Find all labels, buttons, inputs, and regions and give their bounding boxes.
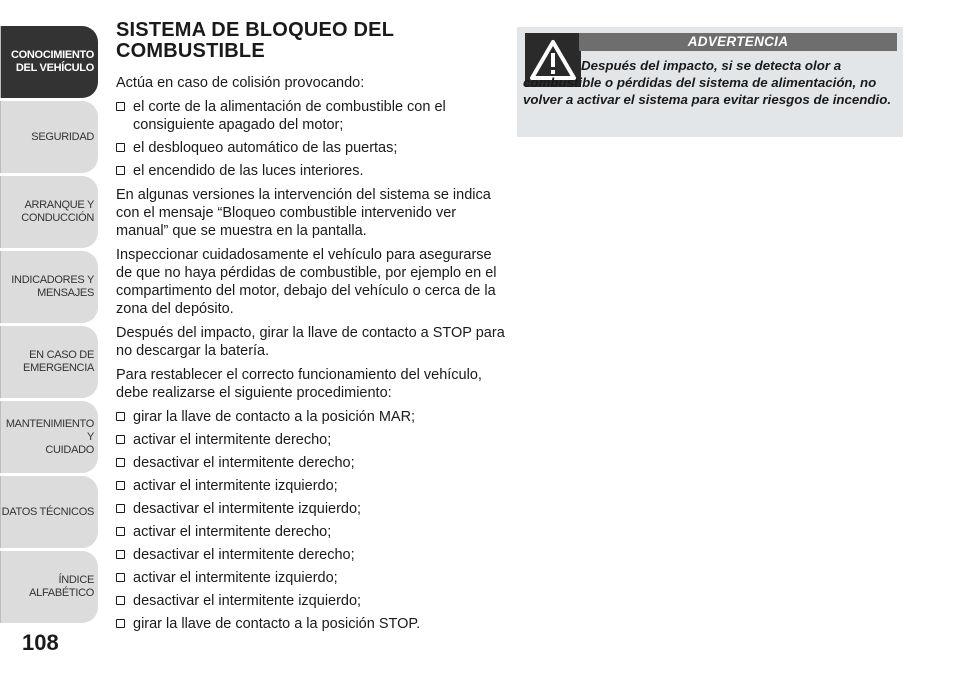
checkbox-bullet-icon — [116, 412, 125, 421]
list-item-text: activar el intermitente izquierdo; — [133, 478, 338, 494]
list-item-text: girar la llave de contacto a la posición STOP. — [133, 616, 421, 632]
intro-paragraph: Actúa en caso de colisión provocando: — [116, 75, 365, 91]
chapter-sidebar — [0, 0, 100, 678]
tab-seguridad[interactable] — [0, 101, 98, 173]
tab-label: ÍNDICE ALFABÉTICO — [29, 574, 94, 599]
list-item-text: desactivar el intermitente izquierdo; — [133, 593, 362, 609]
checkbox-bullet-icon — [116, 143, 125, 152]
page-number: 108 — [22, 630, 59, 655]
list-item — [116, 569, 506, 587]
list-item — [116, 408, 506, 426]
main-content — [116, 20, 506, 639]
tab-label: EN CASO DE EMERGENCIA — [23, 349, 94, 374]
list-item-text: el encendido de las luces interiores. — [133, 163, 364, 179]
list-item — [116, 162, 506, 180]
section-title: SISTEMA DE BLOQUEO DEL COMBUSTIBLE — [116, 19, 394, 62]
list-item — [116, 139, 506, 157]
checkbox-bullet-icon — [116, 504, 125, 513]
after-impact-paragraph: Después del impacto, girar la llave de contacto a STOP para no descargar la batería. — [116, 325, 505, 359]
list-item — [116, 592, 506, 610]
restore-paragraph: Para restablecer el correcto funcionamiento del vehículo, debe realizarse el siguiente procedimiento: — [116, 367, 482, 401]
list-item-text: el corte de la alimentación de combustible con el consiguiente apagado del motor; — [133, 99, 446, 133]
list-item — [116, 523, 506, 541]
tab-label: INDICADORES Y MENSAJES — [11, 274, 94, 299]
tab-label: SEGURIDAD — [31, 130, 94, 143]
tab-label: CONOCIMIENTO DEL VEHÍCULO — [11, 49, 94, 74]
list-item — [116, 477, 506, 495]
list-item-text: desactivar el intermitente derecho; — [133, 547, 355, 563]
checkbox-bullet-icon — [116, 458, 125, 467]
checkbox-bullet-icon — [116, 573, 125, 582]
warning-text: Después del impacto, si se detecta olor a combustible o pérdidas del sistema de alimentación, no volver a activar el sistema para evitar riesgos de incendio. — [523, 58, 892, 107]
list-item-text: girar la llave de contacto a la posición MAR; — [133, 409, 416, 425]
tab-conocimiento-del-vehiculo[interactable] — [0, 26, 98, 98]
list-item — [116, 500, 506, 518]
tab-indicadores-y-mensajes[interactable] — [0, 251, 98, 323]
effects-list — [116, 98, 506, 180]
list-item — [116, 546, 506, 564]
list-item — [116, 98, 506, 134]
checkbox-bullet-icon — [116, 596, 125, 605]
tab-label: ARRANQUE Y CONDUCCIÓN — [21, 199, 94, 224]
list-item-text: activar el intermitente derecho; — [133, 524, 332, 540]
tab-datos-tecnicos[interactable] — [0, 476, 98, 548]
list-item-text: el desbloqueo automático de las puertas; — [133, 140, 398, 156]
checkbox-bullet-icon — [116, 619, 125, 628]
list-item — [116, 454, 506, 472]
checkbox-bullet-icon — [116, 527, 125, 536]
checkbox-bullet-icon — [116, 435, 125, 444]
procedure-steps-list — [116, 408, 506, 633]
tab-en-caso-de-emergencia[interactable] — [0, 326, 98, 398]
tab-indice-alfabetico[interactable] — [0, 551, 98, 623]
list-item — [116, 431, 506, 449]
list-item-text: desactivar el intermitente izquierdo; — [133, 501, 362, 517]
tab-arranque-y-conduccion[interactable] — [0, 176, 98, 248]
checkbox-bullet-icon — [116, 481, 125, 490]
checkbox-bullet-icon — [116, 102, 125, 111]
tab-label: MANTENIMIENTO Y CUIDADO — [5, 417, 94, 456]
versions-paragraph: En algunas versiones la intervención del sistema se indica con el mensaje “Bloqueo combustible intervenido ver manual” que se muestra en la pantalla. — [116, 187, 491, 239]
checkbox-bullet-icon — [116, 550, 125, 559]
list-item — [116, 615, 506, 633]
list-item-text: activar el intermitente izquierdo; — [133, 570, 338, 586]
warning-header: ADVERTENCIA — [579, 33, 897, 51]
checkbox-bullet-icon — [116, 166, 125, 175]
list-item-text: activar el intermitente derecho; — [133, 432, 332, 448]
inspect-paragraph: Inspeccionar cuidadosamente el vehículo para asegurarse de que no haya pérdidas de combustible, por ejemplo en el compartimento del motor, debajo del vehículo o cerca de la zona del depósito. — [116, 247, 497, 317]
warning-box — [517, 27, 903, 137]
tab-mantenimiento-y-cuidado[interactable] — [0, 401, 98, 473]
tab-label: DATOS TÉCNICOS — [1, 505, 94, 518]
list-item-text: desactivar el intermitente derecho; — [133, 455, 355, 471]
